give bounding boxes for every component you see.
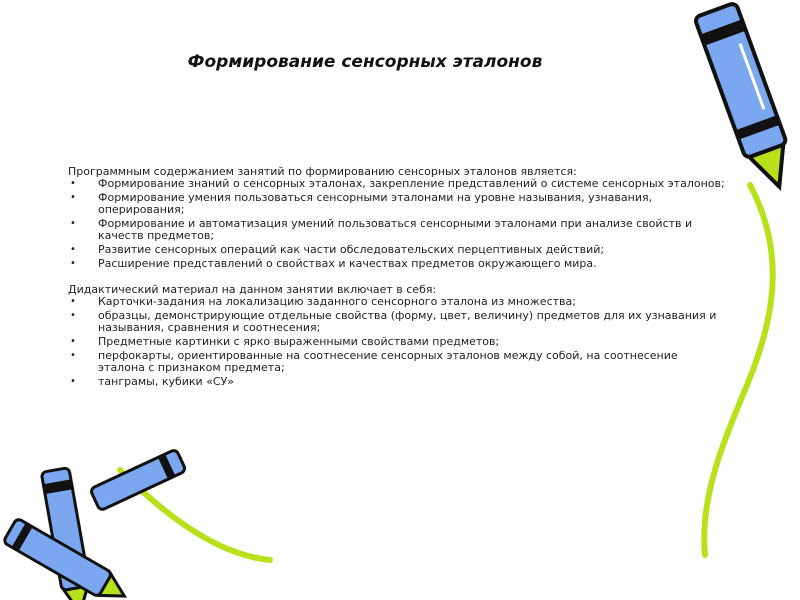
list-item: • Формирование умения пользоваться сенсорными эталонами на уровне называния, узнавания, оперирования; — [68, 192, 728, 216]
program-list — [68, 178, 728, 270]
list-item: • Предметные картинки с ярко выраженными свойствами предметов; — [68, 336, 728, 348]
program-intro: Программным содержанием занятий по формированию сенсорных эталонов является: — [68, 165, 577, 178]
list-item: • перфокарты, ориентированные на соотнесение сенсорных эталонов между собой, на соотнесение эталона с признаком предмета; — [68, 350, 728, 374]
slide-content — [68, 166, 728, 390]
list-item: • образцы, демонстрирующие отдельные свойства (форму, цвет, величину) предметов для их узнавания и называния, сравнения и соотнесения; — [68, 310, 728, 334]
list-item: • Расширение представлений о свойствах и качествах предметов окружающего мира. — [68, 258, 728, 270]
list-item: • Формирование знаний о сенсорных эталонах, закрепление представлений о системе сенсорных эталонов; — [68, 178, 728, 190]
list-item: • Формирование и автоматизация умений пользоваться сенсорными эталонами при анализе свойств и качеств предметов; — [68, 218, 728, 242]
material-intro: Дидактический материал на данном занятии включает в себя: — [68, 283, 437, 296]
material-list — [68, 296, 728, 388]
list-item: • танграмы, кубики «СУ» — [68, 376, 728, 388]
list-item: • Развитие сенсорных операций как части обследовательских перцептивных действий; — [68, 244, 728, 256]
list-item: • Карточки-задания на локализацию заданного сенсорного эталона из множества; — [68, 296, 728, 308]
slide-title: Формирование сенсорных эталонов — [187, 52, 543, 72]
